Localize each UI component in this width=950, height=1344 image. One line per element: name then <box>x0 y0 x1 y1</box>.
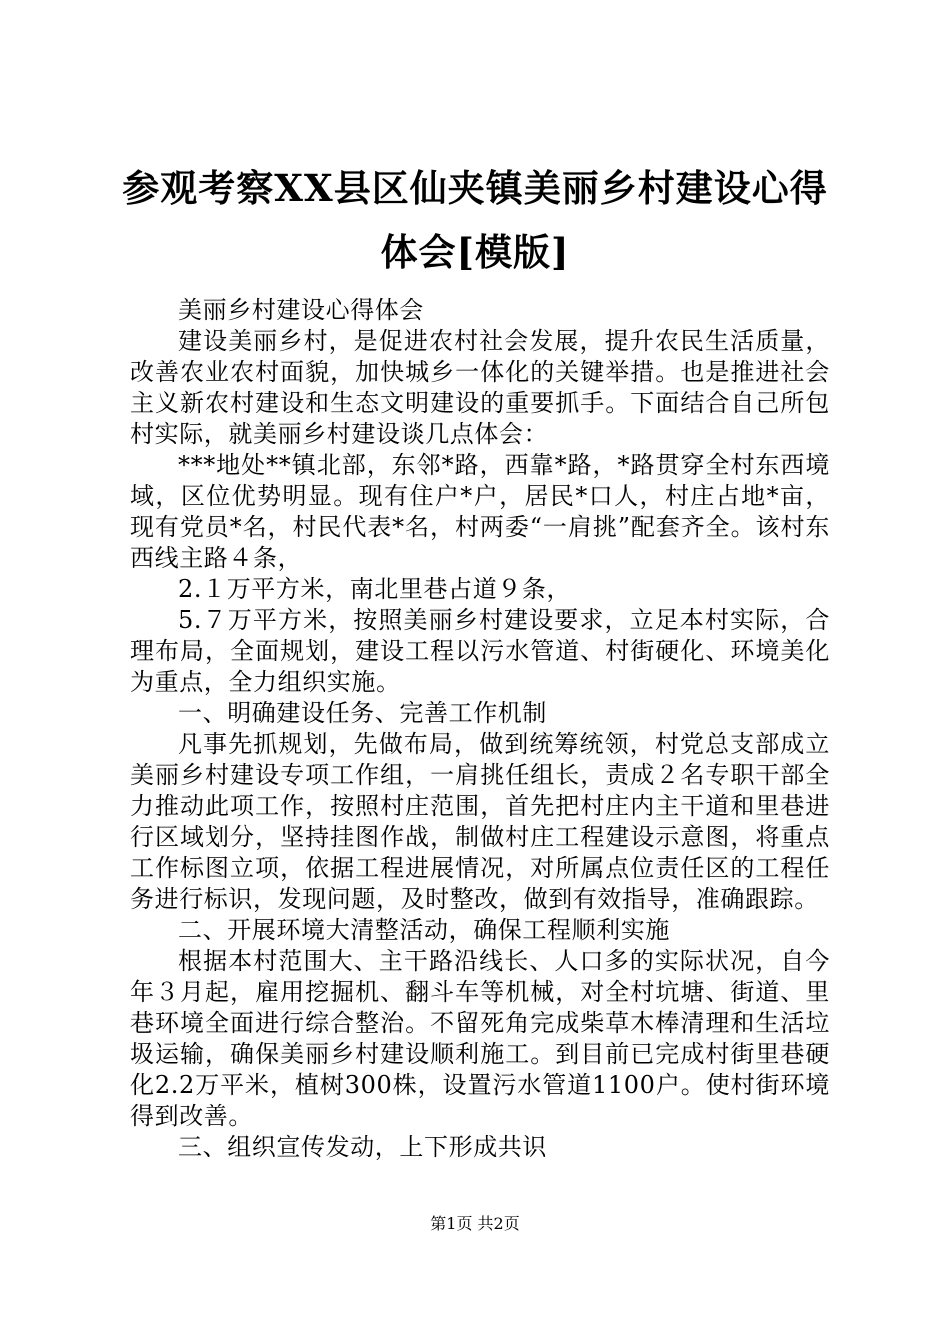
document-title: 参观考察XX县区仙夹镇美丽乡村建设心得体会[模版] <box>122 166 828 274</box>
intro-paragraph: 建设美丽乡村，是促进农村社会发展，提升农民生活质量，改善农业农村面貌，加快城乡一体化的关键举措。也是推进社会主义新农村建设和生态文明建设的重要抓手。下面结合自己所包村实际，就美丽乡村建设谈几点体会： <box>130 327 830 448</box>
planning-paragraph: 5.７万平方米，按照美丽乡村建设要求，立足本村实际，合理布局，全面规划，建设工程以污水管道、村街硬化、环境美化为重点，全力组织实施。 <box>130 606 830 696</box>
subtitle-paragraph: 美丽乡村建设心得体会 <box>178 296 424 324</box>
village-overview-paragraph: ***地处**镇北部，东邻*路，西靠*路，*路贯穿全村东西境域，区位优势明显。现有住户*户，居民*口人，村庄占地*亩，现有党员*名，村民代表*名，村两委“一肩挑”配套齐全。该村东西线主路４条， <box>130 451 830 572</box>
section-heading-2: 二、开展环境大清整活动，确保工程顺利实施 <box>178 916 670 944</box>
section-2-paragraph: 根据本村范围大、主干路沿线长、人口多的实际状况，自今年３月起，雇用挖掘机、翻斗车等机械，对全村坑塘、街道、里巷环境全面进行综合整治。不留死角完成柴草木棒清理和生活垃圾运输，确保美丽乡村建设顺利施工。到目前已完成村街里巷硬化2.2万平米，植树300株，设置污水管道1100户。使村街环境得到改善。 <box>130 947 830 1130</box>
section-1-paragraph: 凡事先抓规划，先做布局，做到统筹统领，村党总支部成立美丽乡村建设专项工作组，一肩挑任组长，责成２名专职干部全力推动此项工作，按照村庄范围，首先把村庄内主干道和里巷进行区域划分，坚持挂图作战，制做村庄工程建设示意图，将重点工作标图立项，依据工程进展情况，对所属点位责任区的工程任务进行标识，发现问题，及时整改，做到有效指导，准确跟踪。 <box>130 730 830 913</box>
document-body <box>130 295 830 1163</box>
page-indicator: 第1页 共2页 <box>430 1214 520 1233</box>
section-heading-1: 一、明确建设任务、完善工作机制 <box>178 699 547 727</box>
road-area-paragraph: 2.１万平方米，南北里巷占道９条， <box>178 575 572 603</box>
section-heading-3: 三、组织宣传发动，上下形成共识 <box>178 1133 547 1161</box>
